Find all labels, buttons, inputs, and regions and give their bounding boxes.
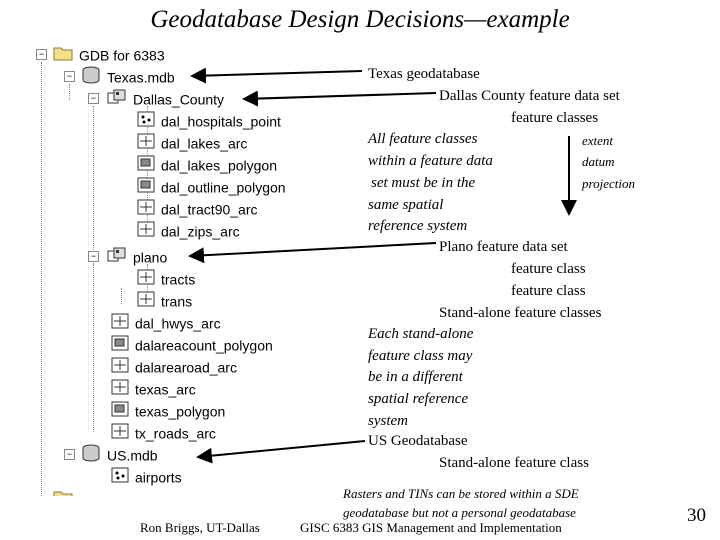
annotation-rasters: geodatabase but not a personal geodatabase <box>343 505 576 520</box>
collapse-toggle[interactable]: − <box>64 71 75 82</box>
arrow-dallas <box>244 93 436 99</box>
tree-node-fc[interactable]: dalareacount_polygon <box>111 334 273 354</box>
tree-node-fc[interactable]: dal_lakes_polygon <box>137 154 277 174</box>
tree-node-plano[interactable]: plano <box>107 246 167 266</box>
annotation-all-fc: within a feature data <box>368 153 493 169</box>
tree-node-fc[interactable]: dal_hospitals_point <box>137 110 281 130</box>
tree-node-fc[interactable]: dal_zips_arc <box>137 220 240 240</box>
tree-node-us-mdb[interactable]: US.mdb <box>81 444 158 464</box>
annotation-rasters: Rasters and TINs can be stored within a SDE <box>343 486 579 501</box>
tree-node-fc[interactable]: texas_polygon <box>111 400 225 420</box>
tree-node-fc[interactable]: airports <box>111 466 182 486</box>
arrow-us <box>198 441 365 457</box>
collapse-toggle[interactable]: − <box>64 449 75 460</box>
annotation-standalone-fc: Stand-alone feature class <box>439 455 589 471</box>
annotation-each: system <box>368 413 408 429</box>
annotation-extent: extent <box>582 133 614 148</box>
annotation-feature-classes: feature classes <box>511 110 599 126</box>
annotation-all-fc: reference system <box>368 218 468 234</box>
annotation-us-geodatabase: US Geodatabase <box>368 433 468 449</box>
arrow-texas <box>192 71 362 76</box>
annotation-each: spatial reference <box>368 391 469 407</box>
annotation-feature-class-2: feature class <box>511 283 586 299</box>
annotation-feature-class-1: feature class <box>511 261 586 277</box>
tree-node-fc[interactable]: texas_arc <box>111 378 196 398</box>
annotation-all-fc: same spatial <box>368 197 444 213</box>
annotation-projection: projection <box>582 176 635 191</box>
annotation-each: feature class may <box>368 348 473 364</box>
tree-node-fc[interactable]: dal_tract90_arc <box>137 198 258 218</box>
footer-author: Ron Briggs, UT-Dallas <box>140 520 260 535</box>
tree-node-fc[interactable]: dal_outline_polygon <box>137 176 286 196</box>
annotation-dallas-fds: Dallas County feature data set <box>439 88 620 104</box>
tree-node-root[interactable]: GDB for 6383 <box>53 44 165 64</box>
tree-node-dallas-county[interactable]: Dallas_County <box>107 88 224 108</box>
footer-course: GISC 6383 GIS Management and Implementation <box>300 520 562 535</box>
tree-node-fc[interactable]: tracts <box>137 268 195 288</box>
tree-node-fc[interactable]: dal_hwys_arc <box>111 312 221 332</box>
arrow-plano <box>190 243 436 256</box>
annotation-all-fc: All feature classes <box>368 131 478 147</box>
slide-title: Geodatabase Design Decisions—example <box>150 6 570 33</box>
annotation-standalone-fcs: Stand-alone feature classes <box>439 305 602 321</box>
tree-node-fc[interactable]: dalarearoad_arc <box>111 356 237 376</box>
annotation-all-fc: set must be in the <box>371 175 476 191</box>
collapse-toggle[interactable]: − <box>36 49 47 60</box>
annotation-datum: datum <box>582 154 615 169</box>
collapse-toggle[interactable]: − <box>88 251 99 262</box>
annotation-each: Each stand-alone <box>368 326 474 342</box>
tree-node-fc[interactable]: tx_roads_arc <box>111 422 216 442</box>
tree-node-fc[interactable]: dal_lakes_arc <box>137 132 247 152</box>
annotation-texas-geodatabase: Texas geodatabase <box>368 66 480 82</box>
collapse-toggle[interactable]: − <box>88 93 99 104</box>
tree-node-texas-mdb[interactable]: Texas.mdb <box>81 66 175 86</box>
annotation-each: be in a different <box>368 369 463 385</box>
annotation-plano-fds: Plano feature data set <box>439 239 568 255</box>
page-number: 30 <box>687 505 706 526</box>
tree-node-fc[interactable]: trans <box>137 290 192 310</box>
